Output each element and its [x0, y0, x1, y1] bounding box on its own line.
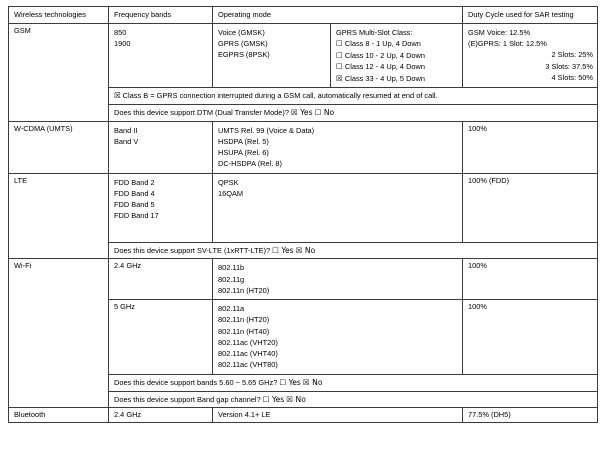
lte-operating-modes	[213, 173, 463, 242]
wifi-bands-question-row	[109, 374, 598, 391]
gsm-dtm-line	[114, 108, 593, 118]
header-row	[9, 7, 598, 24]
wifi-bands-yes-checkbox[interactable]: ☐ Yes	[279, 377, 301, 387]
header-frequency-bands: Frequency bands	[109, 7, 213, 24]
gsm-mode-1: GPRS (GMSK)	[218, 39, 268, 49]
gsm-multislot-label-1: Class 10 - 2 Up, 4 Down	[344, 50, 425, 60]
gsm-multislot-option-1[interactable]	[336, 50, 458, 62]
wifi-24-mode-0: 802.11b	[218, 263, 245, 273]
gsm-duty-1: (E)GPRS: 1 Slot: 12.5%	[468, 39, 547, 49]
wcdma-band-1: Band V	[114, 136, 139, 146]
gsm-band-1: 1900	[114, 39, 131, 49]
gsm-duty-4: 4 Slots: 50%	[551, 72, 593, 82]
wcdma-technology: W-CDMA (UMTS)	[9, 121, 109, 173]
wifi-5-mode-3: 802.11ac (VHT20)	[218, 337, 278, 347]
wifi-technology: Wi-Fi	[9, 259, 109, 408]
header-duty-cycle: Duty Cycle used for SAR testing	[463, 7, 598, 24]
bluetooth-duty: 77.5% (DH5)	[463, 408, 598, 422]
gsm-multislot-option-3[interactable]	[336, 73, 458, 85]
gsm-multislot-option-2[interactable]	[336, 61, 458, 73]
gsm-classb-note	[109, 88, 598, 105]
header-wireless-technologies: Wireless technologies	[9, 7, 109, 24]
wcdma-frequency-bands	[109, 121, 213, 173]
lte-svlte-row	[109, 242, 598, 259]
wifi-5-mode-4: 802.11ac (VHT40)	[218, 349, 278, 359]
wcdma-mode-3: DC-HSDPA (Rel. 8)	[218, 159, 282, 169]
spec-sheet	[0, 6, 600, 473]
table-row-lte	[9, 173, 598, 242]
wifi-duty-5: 100%	[463, 300, 598, 375]
gsm-mode-0: Voice (GMSK)	[218, 27, 265, 37]
table-row-gsm	[9, 23, 598, 87]
wcdma-duty-cycle: 100%	[463, 121, 598, 173]
table-row-bluetooth	[9, 408, 598, 422]
wifi-24-mode-1: 802.11g	[218, 274, 245, 284]
wcdma-mode-0: UMTS Rel. 99 (Voice & Data)	[218, 125, 315, 135]
gsm-band-0: 850	[114, 27, 127, 37]
wifi-duty-24: 100%	[463, 259, 598, 300]
wifi-5-mode-5: 802.11ac (VHT80)	[218, 360, 278, 370]
wifi-gap-question: Does this device support Band gap channel?	[114, 394, 261, 404]
gsm-multislot-title: GPRS Multi-Slot Class:	[336, 27, 413, 37]
wcdma-band-0: Band II	[114, 125, 138, 135]
bluetooth-band: 2.4 GHz	[109, 408, 213, 422]
wifi-modes-5	[213, 300, 463, 375]
wifi-5-mode-0: 802.11a	[218, 304, 245, 314]
wcdma-mode-2: HSUPA (Rel. 6)	[218, 148, 269, 158]
gsm-classb-note-text: ☒ Class B = GPRS connection interrupted during a GSM call, automatically resumed at end of call.	[114, 91, 438, 101]
wifi-5-mode-2: 802.11n (HT40)	[218, 326, 270, 336]
header-operating-mode: Operating mode	[213, 7, 463, 24]
gsm-duty-cycle	[463, 23, 598, 87]
gsm-duty-3: 3 Slots: 37.5%	[545, 61, 593, 71]
table-row-wcdma	[9, 121, 598, 173]
gsm-operating-modes	[213, 23, 331, 87]
gsm-multislot-label-2: Class 12 - 4 Up, 4 Down	[344, 62, 425, 72]
lte-band-1: FDD Band 4	[114, 188, 155, 198]
gsm-technology: GSM	[9, 23, 109, 121]
lte-svlte-line	[114, 246, 593, 256]
wifi-gap-question-line	[114, 395, 593, 405]
wifi-band-24: 2.4 GHz	[109, 259, 213, 300]
gsm-dtm-row	[109, 104, 598, 121]
bluetooth-mode: Version 4.1+ LE	[213, 408, 463, 422]
table-header	[9, 7, 598, 24]
gsm-dtm-yes-checkbox[interactable]: ☒ Yes	[291, 107, 313, 117]
lte-band-0: FDD Band 2	[114, 177, 155, 187]
wcdma-mode-1: HSDPA (Rel. 5)	[218, 136, 269, 146]
lte-frequency-bands	[109, 173, 213, 242]
wifi-bands-question-line	[114, 378, 593, 388]
wifi-bands-question: Does this device support bands 5.60 ~ 5.65 GHz?	[114, 377, 278, 387]
checkbox-icon[interactable]: ☐	[336, 62, 343, 72]
table-row-wifi-24	[9, 259, 598, 300]
gsm-dtm-no-checkbox[interactable]: ☐ No	[314, 107, 335, 117]
wifi-gap-question-row	[109, 391, 598, 408]
checkbox-icon[interactable]: ☐	[336, 50, 343, 60]
gsm-mode-2: EGPRS (8PSK)	[218, 50, 270, 60]
lte-mode-0: QPSK	[218, 177, 239, 187]
wifi-5-mode-1: 802.11n (HT20)	[218, 315, 270, 325]
lte-svlte-yes-checkbox[interactable]: ☐ Yes	[272, 245, 294, 255]
gsm-multislot-label-0: Class 8 - 1 Up, 4 Down	[344, 39, 421, 49]
gsm-dtm-question: Does this device support DTM (Dual Transfer Mode)?	[114, 107, 289, 117]
wireless-spec-table	[8, 6, 598, 423]
gsm-multislot-option-0[interactable]	[336, 38, 458, 50]
gsm-multislot-class-group	[331, 23, 463, 87]
checkbox-icon[interactable]: ☐	[336, 39, 343, 49]
gsm-frequency-bands	[109, 23, 213, 87]
wifi-bands-no-checkbox[interactable]: ☒ No	[302, 377, 323, 387]
gsm-multislot-label-3: Class 33 - 4 Up, 5 Down	[344, 73, 425, 83]
gsm-duty-0: GSM Voice: 12.5%	[468, 27, 531, 37]
lte-band-3: FDD Band 17	[114, 211, 159, 221]
lte-svlte-no-checkbox[interactable]: ☒ No	[295, 245, 316, 255]
gsm-duty-2: 2 Slots: 25%	[551, 50, 593, 60]
lte-svlte-question: Does this device support SV-LTE (1xRTT-LTE)?	[114, 245, 271, 255]
wifi-gap-yes-checkbox[interactable]: ☐ Yes	[262, 394, 285, 404]
lte-mode-1: 16QAM	[218, 188, 244, 198]
wifi-band-5: 5 GHz	[109, 300, 213, 375]
checkbox-checked-icon[interactable]: ☒	[336, 73, 343, 83]
wifi-gap-no-checkbox[interactable]: ☒ No	[286, 394, 306, 404]
lte-duty-cycle: 100% (FDD)	[463, 173, 598, 242]
wifi-modes-24	[213, 259, 463, 300]
lte-band-2: FDD Band 5	[114, 200, 155, 210]
wcdma-operating-modes	[213, 121, 463, 173]
bluetooth-technology: Bluetooth	[9, 408, 109, 422]
wifi-24-mode-2: 802.11n (HT20)	[218, 285, 270, 295]
lte-technology: LTE	[9, 173, 109, 259]
